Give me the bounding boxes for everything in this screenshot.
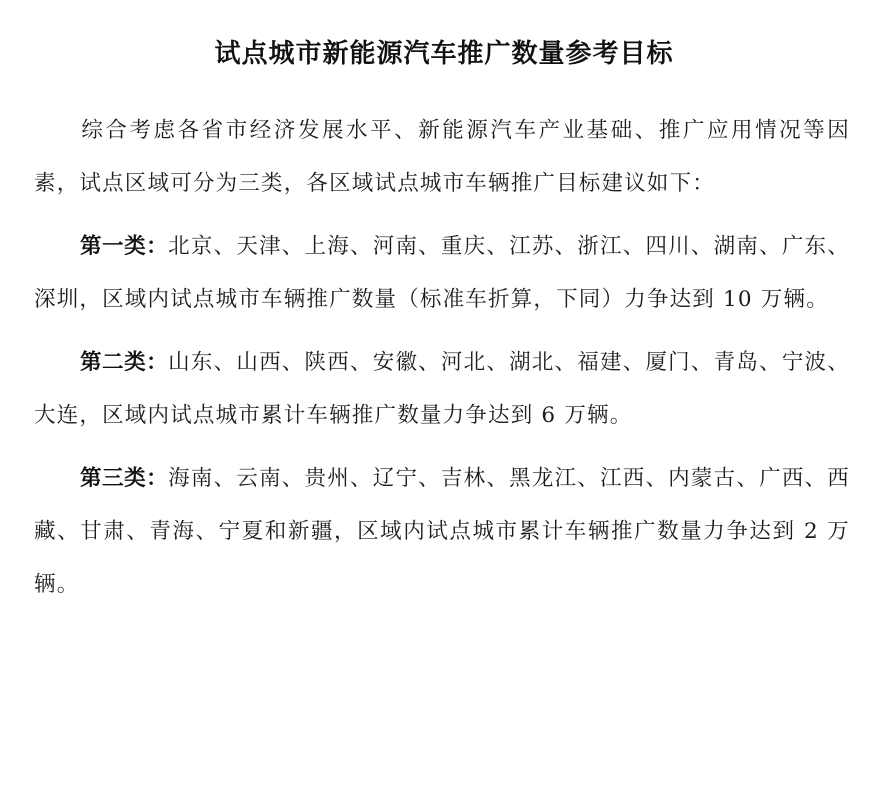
tier-3-text: 海南、云南、贵州、辽宁、吉林、黑龙江、江西、内蒙古、广西、西藏、甘肃、青海、宁夏和新疆，区域内试点城市累计车辆推广数量力争达到 2 万辆。 [34,466,850,598]
tier-1-text: 北京、天津、上海、河南、重庆、江苏、浙江、四川、湖南、广东、深圳，区域内试点城市车辆推广数量（标准车折算，下同）力争达到 10 万辆。 [34,234,850,313]
document-body [0,104,888,611]
paragraph-intro-text: 综合考虑各省市经济发展水平、新能源汽车产业基础、推广应用情况等因素，试点区域可分为三类，各区域试点城市车辆推广目标建议如下： [34,118,850,197]
document-page [0,17,888,787]
page-title: 试点城市新能源汽车推广数量参考目标 [214,39,674,70]
tier-3-label: 第三类： [80,466,169,492]
tier-2-label: 第二类： [80,350,169,376]
paragraph-tier-2 [34,336,850,442]
paragraph-intro [34,104,850,210]
tier-2-text: 山东、山西、陕西、安徽、河北、湖北、福建、厦门、青岛、宁波、大连，区域内试点城市累计车辆推广数量力争达到 6 万辆。 [34,350,850,429]
paragraph-tier-3 [34,452,850,611]
tier-1-label: 第一类： [80,234,169,260]
paragraph-tier-1 [34,220,850,326]
